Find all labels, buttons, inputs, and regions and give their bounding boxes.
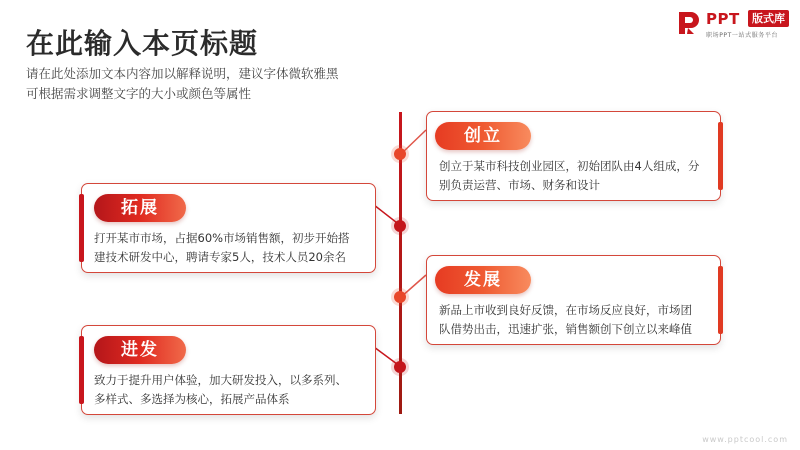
card-text-line: 建技术研发中心，聘请专家5人，技术人员20余名 — [94, 250, 346, 264]
watermark: www.pptcool.com — [702, 435, 788, 444]
subtitle-line: 可根据需求调整文字的大小或颜色等属性 — [26, 86, 252, 101]
timeline-card-advance — [81, 325, 376, 415]
timeline-node — [394, 220, 406, 232]
card-text-line: 队借势出击，迅速扩张，销售额创下创立以来峰值 — [439, 322, 692, 336]
card-accent-bar — [718, 266, 723, 334]
card-text — [94, 371, 366, 409]
logo-name: PPT — [706, 10, 740, 28]
card-text — [94, 229, 370, 267]
subtitle-line: 请在此处添加文本内容加以解释说明，建议字体微软雅黑 — [26, 66, 339, 81]
logo-tagline: 职场PPT一站式服务平台 — [706, 32, 779, 39]
card-accent-bar — [79, 336, 84, 404]
timeline-card-founding — [426, 111, 721, 201]
card-text-line: 新品上市收到良好反馈，在市场反应良好，市场团 — [439, 303, 692, 317]
card-title-pill: 创立 — [435, 122, 531, 150]
card-text-line: 创立于某市科技创业园区，初始团队由4人组成，分 — [439, 159, 700, 173]
timeline-node — [394, 291, 406, 303]
card-text-line: 致力于提升用户体验，加大研发投入，以多系列、 — [94, 373, 347, 387]
card-title-pill: 发展 — [435, 266, 531, 294]
card-title-pill: 进发 — [94, 336, 186, 364]
page-title: 在此输入本页标题 — [26, 27, 259, 60]
card-title-pill: 拓展 — [94, 194, 186, 222]
card-accent-bar — [79, 194, 84, 262]
card-accent-bar — [718, 122, 723, 190]
timeline-node — [394, 361, 406, 373]
card-text — [439, 157, 711, 195]
timeline-node — [394, 148, 406, 160]
card-text — [439, 301, 715, 339]
timeline-card-development — [426, 255, 721, 345]
card-text-line: 打开某市市场，占据60%市场销售额，初步开始搭 — [94, 231, 350, 245]
card-text-line: 别负责运营、市场、财务和设计 — [439, 178, 600, 192]
timeline-card-expansion — [81, 183, 376, 273]
card-text-line: 多样式、多选择为核心，拓展产品体系 — [94, 392, 290, 406]
logo-badge: 版式库 — [748, 10, 789, 27]
